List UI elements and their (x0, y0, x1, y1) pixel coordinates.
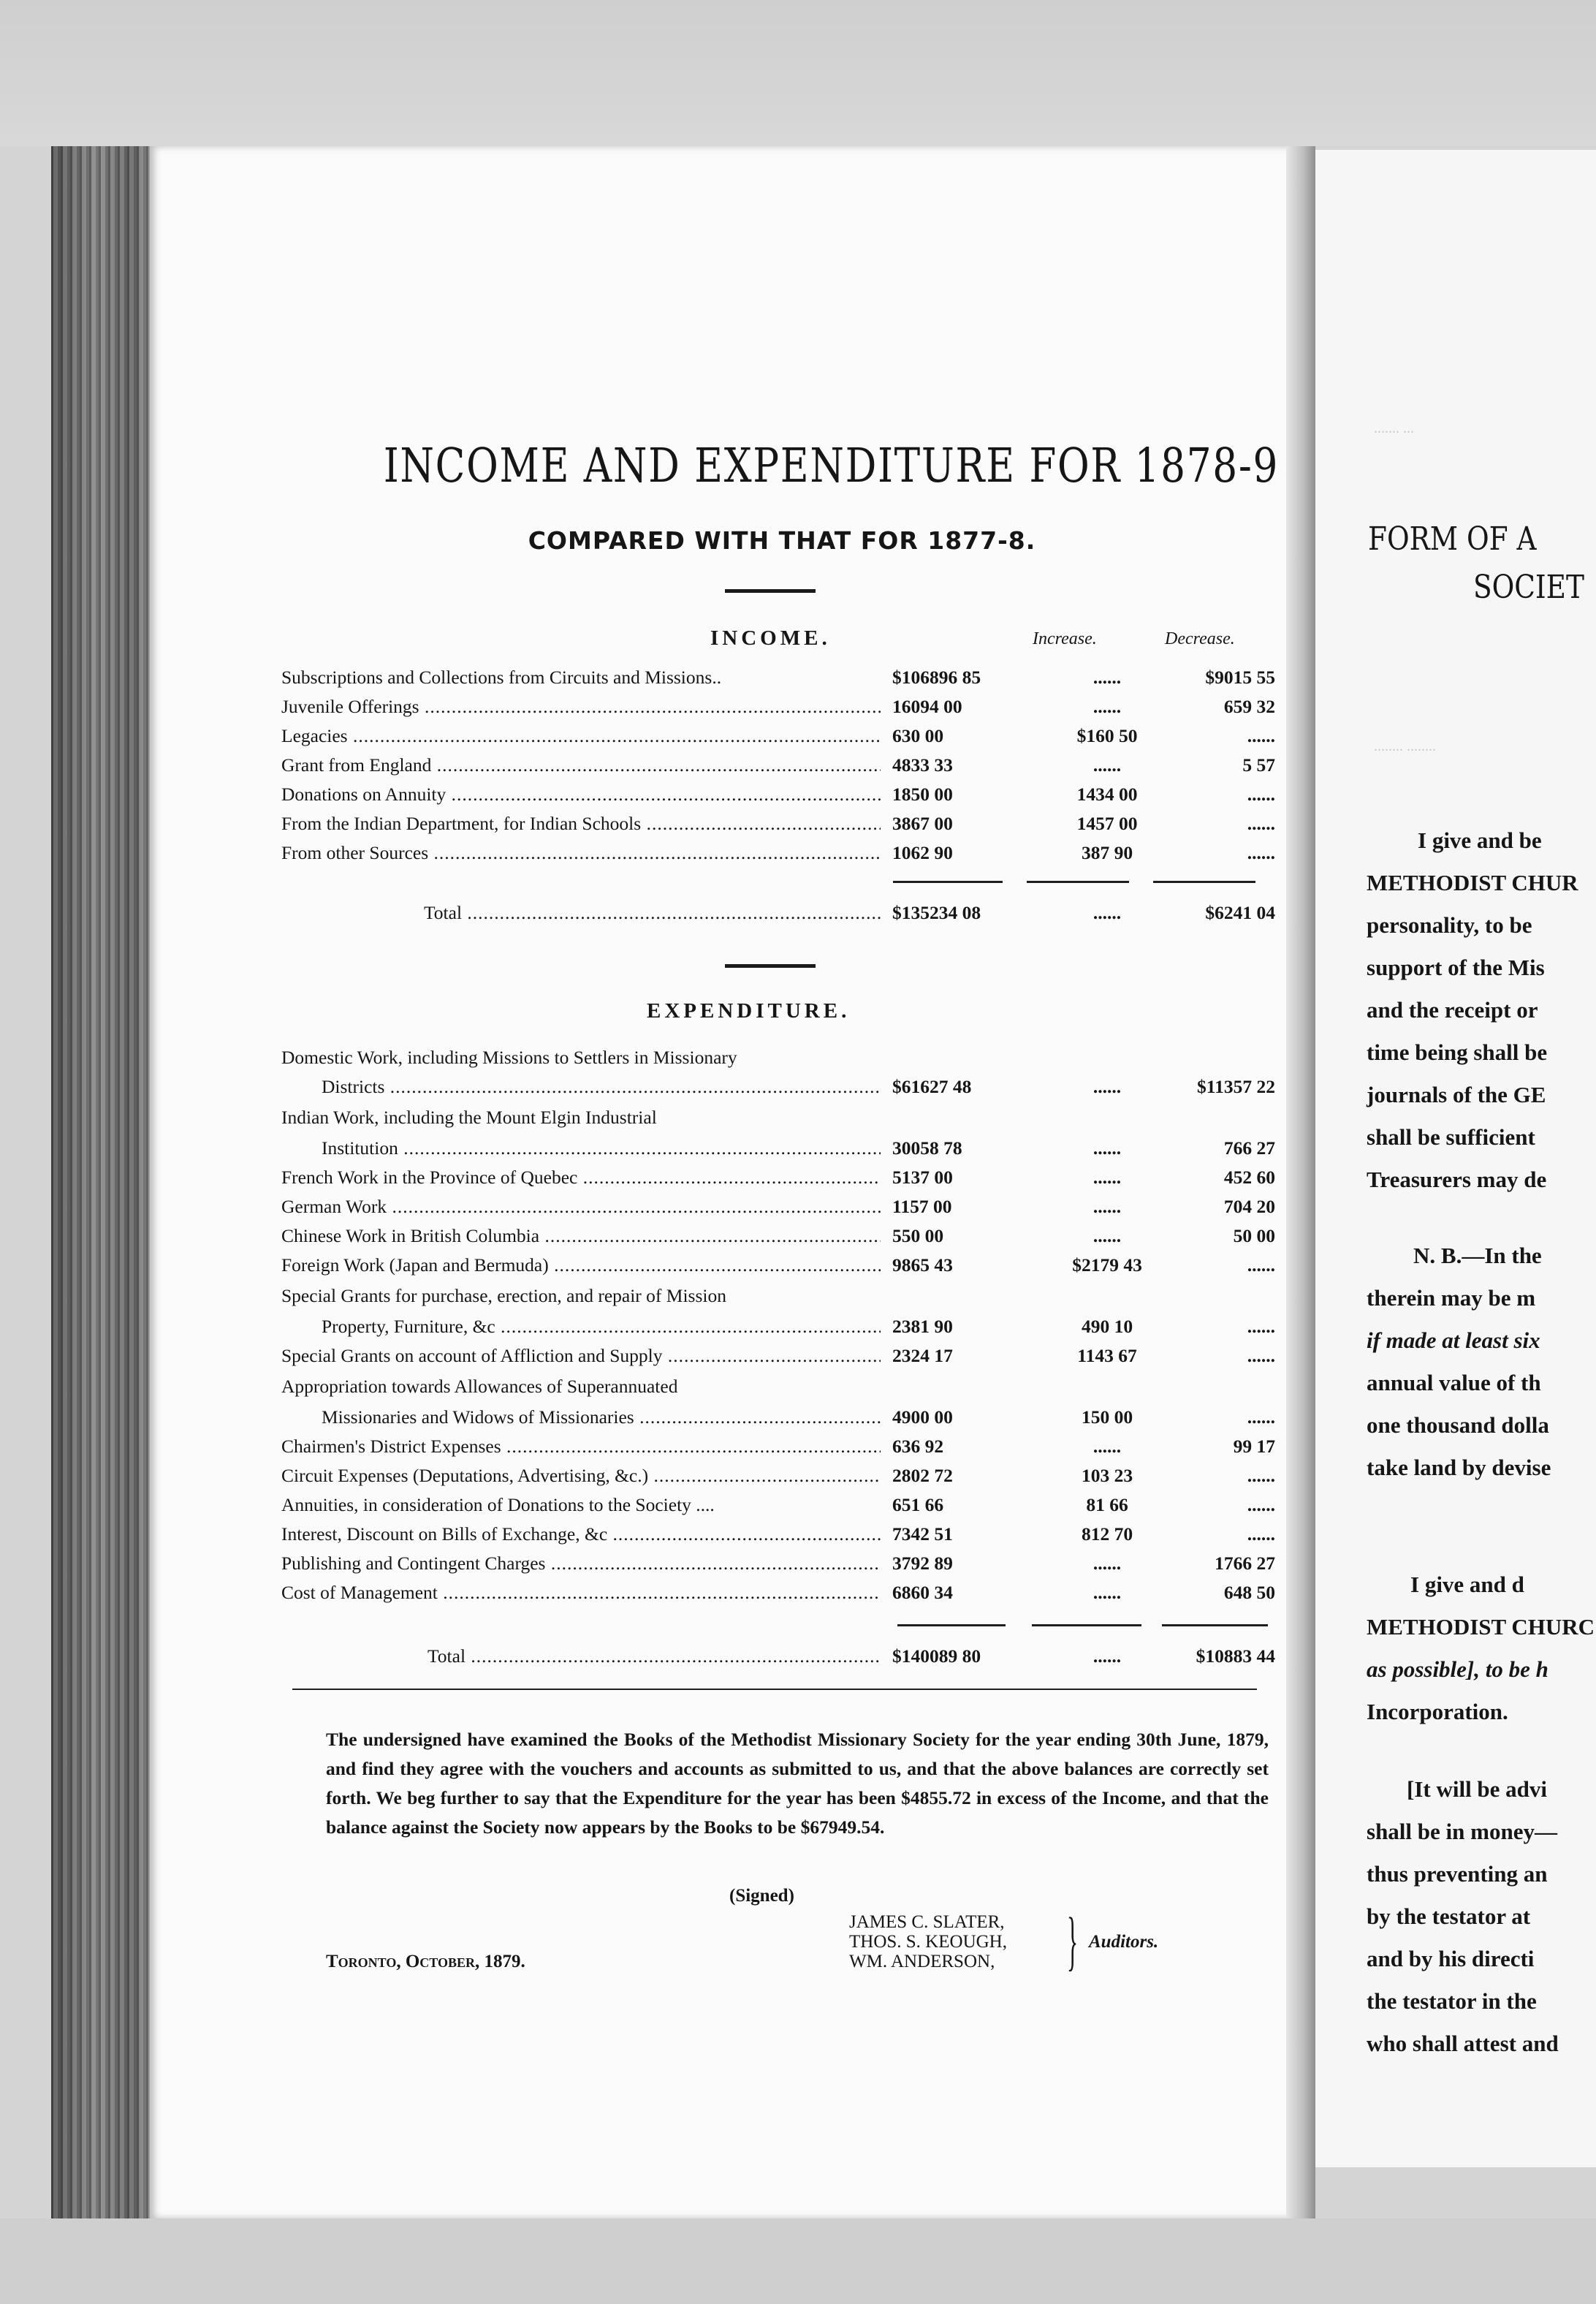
row-amount: 2324 17 (892, 1345, 953, 1366)
right-page-line: annual value of th (1367, 1370, 1541, 1395)
row-increase: 387 90 (1081, 842, 1133, 863)
row-amount: 4900 00 (892, 1406, 953, 1428)
right-page-line: one thousand dolla (1367, 1412, 1549, 1438)
row-amount: $106896 85 (892, 667, 981, 688)
row-decrease: $11357 22 (1197, 1076, 1275, 1097)
row-label: Donations on Annuity ..... (281, 784, 881, 806)
row-decrease: 1766 27 (1215, 1553, 1275, 1574)
row-amount: 651 66 (892, 1494, 944, 1515)
expenditure-row (281, 1582, 1275, 1611)
row-increase: ...... (1092, 1137, 1122, 1159)
income-row (281, 813, 1275, 842)
row-label: Interest, Discount on Bills of Exchange, &c ..... (281, 1523, 881, 1545)
right-page-line: and the receipt or (1367, 997, 1538, 1023)
bleed-through-text: ........ ........ (1374, 738, 1436, 754)
row-label: Chairmen's District Expenses ..... (281, 1436, 881, 1458)
right-page-line: Treasurers may de (1367, 1167, 1547, 1192)
place-date: Toronto, October, 1879. (326, 1952, 525, 1971)
page-subtitle: COMPARED WITH THAT FOR 1877-8. (528, 526, 1036, 555)
row-amount: 4833 33 (892, 754, 953, 776)
right-page-line: Incorporation. (1367, 1699, 1508, 1724)
expenditure-row (281, 1047, 1275, 1076)
row-decrease: ...... (1247, 1406, 1275, 1428)
book-gutter (1286, 146, 1315, 2218)
right-page-line: METHODIST CHURC (1367, 1614, 1595, 1640)
row-increase: ...... (1092, 1645, 1122, 1667)
right-page-line: who shall attest and (1367, 2031, 1559, 2056)
expenditure-row (281, 1465, 1275, 1494)
row-label: Chinese Work in British Columbia ..... (281, 1225, 881, 1247)
right-page-heading: SOCIET (1473, 569, 1584, 606)
right-page-line: as possible], to be h (1367, 1656, 1548, 1682)
right-page-line: thus preventing an (1367, 1861, 1548, 1887)
expenditure-row (281, 1254, 1275, 1284)
row-decrease: ...... (1247, 1494, 1275, 1515)
row-decrease: ...... (1247, 1465, 1275, 1486)
row-amount: 1062 90 (892, 842, 953, 863)
row-amount: 7342 51 (892, 1523, 953, 1545)
row-label: German Work ..... (281, 1196, 881, 1218)
right-page-line: personality, to be (1367, 912, 1532, 938)
row-increase: 150 00 (1081, 1406, 1133, 1428)
row-label: Indian Work, including the Mount Elgin Industrial (281, 1107, 657, 1128)
sum-rule (893, 881, 1003, 883)
sum-rule (1162, 1624, 1268, 1626)
row-decrease: $10883 44 (1196, 1645, 1275, 1667)
row-amount: 3792 89 (892, 1553, 953, 1574)
expenditure-row (281, 1345, 1275, 1374)
expenditure-row (281, 1436, 1275, 1465)
auditor-name: JAMES C. SLATER, (849, 1912, 1005, 1932)
row-label: Juvenile Offerings ..... (281, 696, 881, 718)
row-increase: ...... (1092, 1196, 1122, 1217)
row-label: Grant from England ..... (281, 754, 881, 776)
expenditure-row (281, 1225, 1275, 1254)
auditors-label: Auditors. (1089, 1932, 1159, 1952)
row-decrease: 704 20 (1223, 1196, 1275, 1217)
row-increase: ...... (1092, 1076, 1122, 1097)
expenditure-row (281, 1523, 1275, 1553)
income-heading: INCOME. (710, 626, 831, 650)
auditor-name: WM. ANDERSON, (849, 1952, 995, 1971)
expenditure-heading: EXPENDITURE. (647, 999, 851, 1023)
row-decrease: 659 32 (1223, 696, 1275, 717)
income-row (281, 754, 1275, 784)
right-page-line: N. B.—In the (1413, 1243, 1542, 1268)
row-increase: 1434 00 (1076, 784, 1138, 805)
row-increase: 812 70 (1081, 1523, 1133, 1545)
row-label: Domestic Work, including Missions to Settlers in Missionary (281, 1047, 737, 1068)
row-label: From the Indian Department, for Indian Schools ..... (281, 813, 881, 835)
row-label: Appropriation towards Allowances of Superannuated (281, 1376, 678, 1397)
section-rule (725, 964, 816, 968)
row-increase: 103 23 (1081, 1465, 1133, 1486)
row-decrease: $9015 55 (1205, 667, 1275, 688)
row-decrease: 99 17 (1233, 1436, 1275, 1457)
row-increase: ...... (1092, 902, 1122, 923)
row-decrease: 50 00 (1233, 1225, 1275, 1246)
right-page-line: shall be in money— (1367, 1819, 1557, 1844)
row-increase: ...... (1092, 1582, 1122, 1603)
expenditure-row (281, 1076, 1275, 1105)
auditors-brace: } (1067, 1905, 1079, 1977)
row-label: Missionaries and Widows of Missionaries ..... (322, 1406, 881, 1428)
scanner-background (0, 0, 1596, 146)
right-page-line: time being shall be (1367, 1039, 1548, 1065)
row-increase: $2179 43 (1072, 1254, 1142, 1276)
expenditure-total-row (281, 1645, 1275, 1675)
sum-rule (1032, 1624, 1141, 1626)
sum-rule (1153, 881, 1255, 883)
row-amount: 16094 00 (892, 696, 962, 717)
right-page-line: take land by devise (1367, 1455, 1551, 1480)
row-label: Property, Furniture, &c ..... (322, 1316, 881, 1338)
right-page-line: if made at least six (1367, 1327, 1540, 1353)
income-row (281, 696, 1275, 725)
right-page-line: therein may be m (1367, 1285, 1536, 1311)
expenditure-row (281, 1137, 1275, 1167)
row-increase: $160 50 (1076, 725, 1138, 746)
row-amount: 30058 78 (892, 1137, 962, 1159)
row-label: Legacies ..... (281, 725, 881, 747)
row-label: Special Grants for purchase, erection, and repair of Mission (281, 1285, 726, 1306)
divider-rule (292, 1689, 1257, 1690)
row-label: Cost of Management ..... (281, 1582, 881, 1604)
row-decrease: ...... (1247, 1316, 1275, 1337)
right-page-line: and by his directi (1367, 1946, 1535, 1971)
expenditure-row (281, 1316, 1275, 1345)
income-row (281, 667, 1275, 696)
right-page-line: METHODIST CHUR (1367, 870, 1578, 895)
row-amount: 9865 43 (892, 1254, 953, 1276)
expenditure-row (281, 1553, 1275, 1582)
marbled-page-edge (51, 146, 153, 2222)
income-row (281, 842, 1275, 871)
row-label: Subscriptions and Collections from Circuits and Missions.. (281, 667, 722, 688)
right-page-line: [It will be advi (1407, 1776, 1548, 1802)
row-decrease: ...... (1247, 1345, 1275, 1366)
row-decrease: ...... (1247, 813, 1275, 834)
signed-label: (Signed) (729, 1886, 794, 1906)
expenditure-row (281, 1167, 1275, 1196)
row-label: Annuities, in consideration of Donations to the Society .... (281, 1494, 715, 1515)
row-increase: 1143 67 (1077, 1345, 1137, 1366)
row-increase: ...... (1092, 696, 1122, 717)
row-label: Total ..... (428, 1645, 881, 1667)
row-increase: ...... (1092, 1553, 1122, 1574)
row-decrease: 5 57 (1242, 754, 1275, 776)
right-page-line: I give and d (1410, 1572, 1524, 1597)
right-page-line: I give and be (1418, 827, 1542, 853)
row-label: French Work in the Province of Quebec ..... (281, 1167, 881, 1189)
sum-rule (897, 1624, 1006, 1626)
auditor-statement: The undersigned have examined the Books of the Methodist Missionary Society for the year ending 30th June, 1879, and find they agree with the vouchers and accounts as submitted to us, and that the above balances are correctly set forth. We beg further to say that the Expenditure for the year has been $4855.72 in excess of the Income, and that the balance against the Society now appears by the Books to be $67949.54. (326, 1729, 1269, 1838)
row-increase: 81 66 (1086, 1494, 1128, 1515)
row-increase: ...... (1092, 754, 1122, 776)
row-increase: ...... (1092, 1436, 1122, 1457)
row-amount: $135234 08 (892, 902, 981, 923)
row-amount: $61627 48 (892, 1076, 972, 1097)
row-decrease: 648 50 (1223, 1582, 1275, 1603)
income-total-row (281, 902, 1275, 931)
row-decrease: ...... (1247, 1254, 1275, 1276)
row-label: Total ..... (424, 902, 881, 924)
expenditure-row (281, 1376, 1275, 1405)
row-amount: 3867 00 (892, 813, 953, 834)
row-label: Circuit Expenses (Deputations, Advertising, &c.) ..... (281, 1465, 881, 1487)
row-decrease: $6241 04 (1205, 902, 1275, 923)
row-increase: ...... (1092, 1167, 1122, 1188)
row-label: Districts ..... (322, 1076, 881, 1098)
row-amount: 6860 34 (892, 1582, 953, 1603)
row-decrease: 766 27 (1223, 1137, 1275, 1159)
right-page-line: support of the Mis (1367, 955, 1545, 980)
right-page-line: by the testator at (1367, 1903, 1531, 1929)
right-page-heading: FORM OF A (1368, 520, 1537, 558)
expenditure-row (281, 1196, 1275, 1225)
row-decrease: ...... (1247, 784, 1275, 805)
expenditure-row (281, 1107, 1275, 1136)
scanner-background-bottom (0, 2218, 1596, 2304)
row-amount: 5137 00 (892, 1167, 953, 1188)
row-decrease: ...... (1247, 725, 1275, 746)
title-rule (725, 589, 816, 593)
bleed-through-text: ....... ... (1374, 420, 1414, 436)
row-label: From other Sources ..... (281, 842, 881, 864)
row-decrease: ...... (1247, 842, 1275, 863)
row-amount: 630 00 (892, 725, 944, 746)
income-row (281, 725, 1275, 754)
row-increase: 490 10 (1081, 1316, 1133, 1337)
expenditure-row (281, 1285, 1275, 1314)
right-page-line: journals of the GE (1367, 1082, 1546, 1107)
expenditure-row (281, 1494, 1275, 1523)
sum-rule (1027, 881, 1129, 883)
income-row (281, 784, 1275, 813)
row-increase: 1457 00 (1076, 813, 1138, 834)
row-increase: ...... (1092, 1225, 1122, 1246)
row-amount: 2802 72 (892, 1465, 953, 1486)
right-page-line: shall be sufficient (1367, 1124, 1535, 1150)
row-increase: ...... (1092, 667, 1122, 688)
row-amount: 1157 00 (892, 1196, 952, 1217)
row-decrease: 452 60 (1223, 1167, 1275, 1188)
decrease-column-header: Decrease. (1165, 629, 1235, 648)
row-amount: 550 00 (892, 1225, 944, 1246)
page-title: INCOME AND EXPENDITURE FOR 1878-9 (383, 439, 1280, 493)
row-amount: 1850 00 (892, 784, 953, 805)
row-amount: 2381 90 (892, 1316, 953, 1337)
right-page-line: the testator in the (1367, 1988, 1537, 2014)
row-amount: $140089 80 (892, 1645, 981, 1667)
row-label: Institution ..... (322, 1137, 881, 1159)
row-decrease: ...... (1247, 1523, 1275, 1545)
increase-column-header: Increase. (1033, 629, 1097, 648)
row-label: Foreign Work (Japan and Bermuda) ..... (281, 1254, 881, 1276)
row-label: Special Grants on account of Affliction and Supply ..... (281, 1345, 881, 1367)
row-amount: 636 92 (892, 1436, 944, 1457)
expenditure-row (281, 1406, 1275, 1436)
row-label: Publishing and Contingent Charges ..... (281, 1553, 881, 1574)
auditor-name: THOS. S. KEOUGH, (849, 1932, 1007, 1952)
